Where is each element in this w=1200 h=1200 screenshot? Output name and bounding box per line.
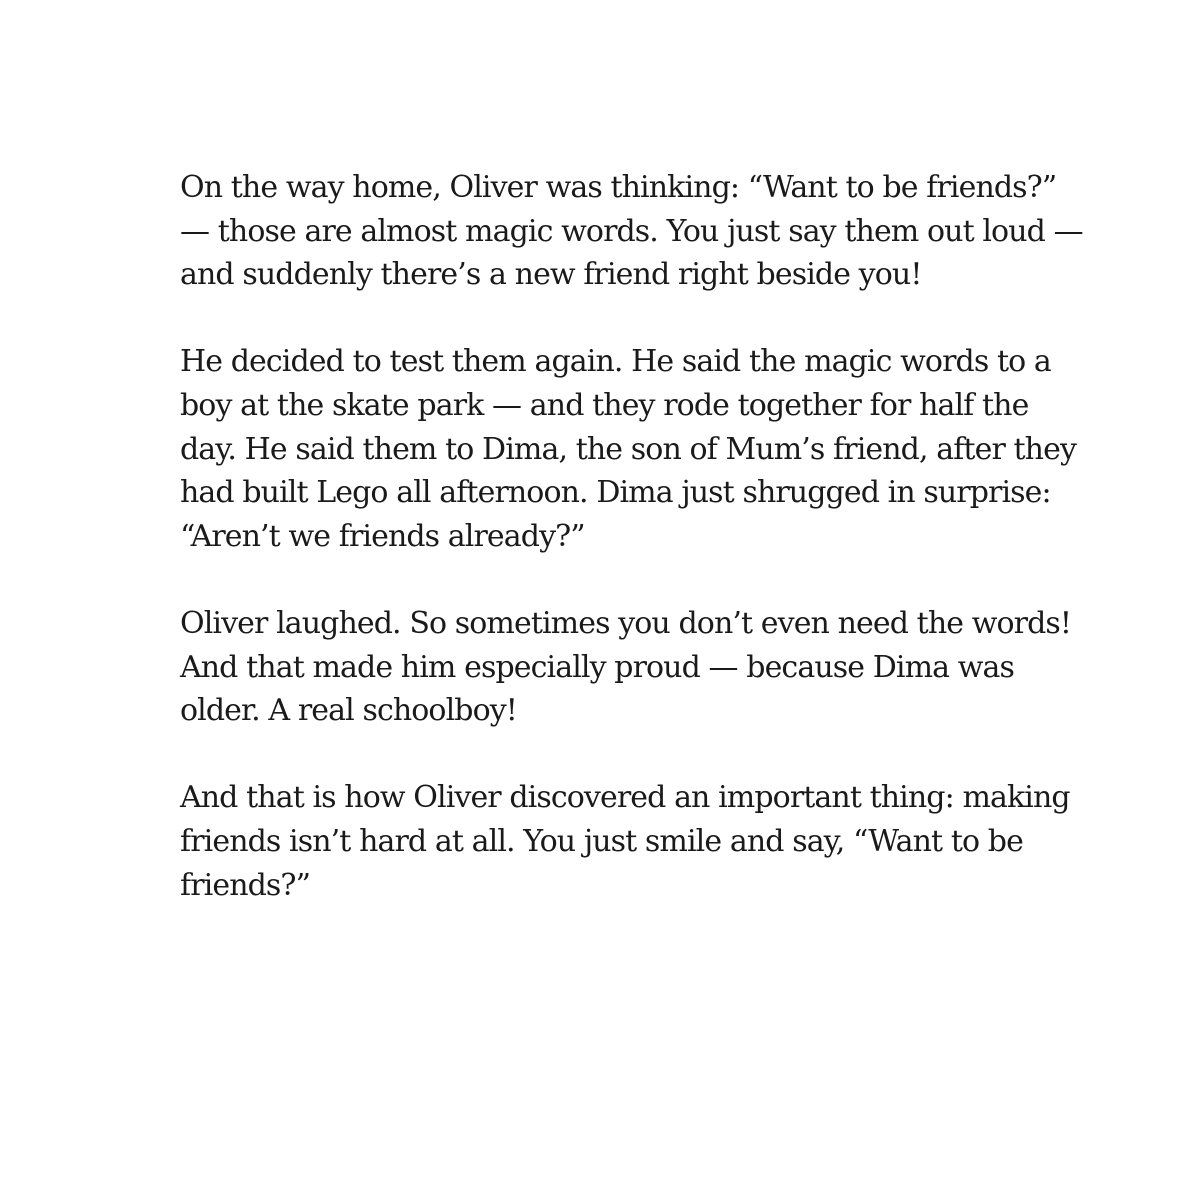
paragraph-4 [180, 776, 1080, 907]
paragraph-1 [180, 166, 1083, 297]
text-line: — those are almost magic words. You just say them out loud — [180, 213, 1083, 249]
text-line: and suddenly there’s a new friend right beside you! [180, 257, 922, 293]
text-line: had built Lego all afternoon. Dima just shrugged in surprise: [180, 475, 1051, 511]
text-line: He decided to test them again. He said the magic words to a [180, 344, 1051, 380]
text-line: boy at the skate park — and they rode together for half the [180, 387, 1029, 423]
text-line: On the way home, Oliver was thinking: “Want to be friends?” [180, 170, 1057, 205]
paragraph-3 [180, 602, 1080, 733]
text-line: friends?” [180, 867, 311, 903]
text-line: day. He said them to Dima, the son of Mum’s friend, after they [180, 431, 1076, 467]
text-line: older. A real schoolboy! [180, 693, 517, 729]
text-line: “Aren’t we friends already?” [180, 518, 585, 554]
text-line: And that made him especially proud — because Dima was [180, 649, 1015, 685]
story-page [180, 166, 1083, 907]
text-line: Oliver laughed. So sometimes you don’t even need the words! [180, 605, 1072, 641]
paragraph-2 [180, 340, 1080, 558]
text-line: And that is how Oliver discovered an important thing: making [180, 780, 1070, 816]
text-line: friends isn’t hard at all. You just smile and say, “Want to be [180, 823, 1023, 859]
